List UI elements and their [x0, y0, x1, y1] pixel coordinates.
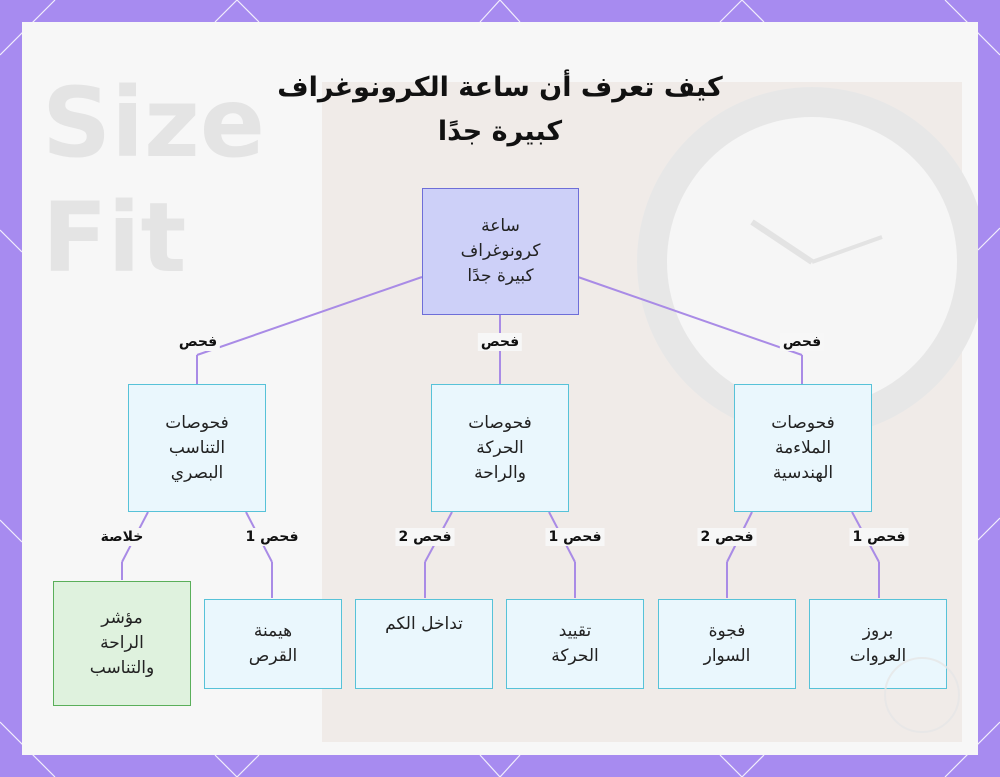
diagram-panel	[22, 22, 978, 755]
background-word-size: Size	[42, 67, 266, 179]
geometric-fit-label: فحوصات الملاءمة الهندسية	[771, 412, 835, 483]
comfort-index-node	[53, 581, 191, 706]
background-word-fit: Fit	[42, 182, 187, 294]
title-line-1: كيف تعرف أن ساعة الكرونوغراف	[277, 72, 723, 103]
comfort-index-label: مؤشر الراحة والتناسب	[89, 608, 155, 678]
stamp-logo	[884, 657, 960, 733]
dial-dominance-node	[204, 599, 342, 689]
root-node-label: ساعة كرونوغراف كبيرة جدًا	[460, 216, 541, 286]
motion-comfort-label: فحوصات الحركة والراحة	[468, 412, 532, 483]
root-node	[422, 188, 579, 315]
motion-restriction-node	[506, 599, 644, 689]
edge-label-motion-1: فحص 1	[546, 528, 605, 546]
sleeve-interference-label: تداخل الكم	[385, 614, 463, 634]
edge-label-geometry-2: فحص 2	[698, 528, 757, 546]
dial-dominance-label: هيمنة القرص	[248, 621, 298, 666]
edge-label-geometry-1: فحص 1	[850, 528, 909, 546]
lug-overhang-label: بروز العروات	[849, 621, 907, 666]
edge-label-visual-1: فحص 1	[243, 528, 302, 546]
title-line-2: كبيرة جدًا	[437, 116, 563, 147]
sleeve-interference-node	[355, 599, 493, 689]
bracelet-gap-label: فجوة السوار	[703, 621, 751, 666]
edge-label-root-motion: فحص	[478, 333, 522, 351]
visual-proportion-node	[128, 384, 266, 512]
geometric-fit-node	[734, 384, 872, 512]
motion-restriction-label: تقييد الحركة	[551, 621, 599, 666]
bracelet-gap-node	[658, 599, 796, 689]
motion-comfort-node	[431, 384, 569, 512]
edge-label-summary: خلاصة	[98, 528, 147, 546]
visual-proportion-label: فحوصات التناسب البصري	[165, 412, 229, 483]
edge-label-root-visual: فحص	[176, 333, 220, 351]
edge-label-root-geometry: فحص	[780, 333, 824, 351]
edge-label-motion-2: فحص 2	[396, 528, 455, 546]
